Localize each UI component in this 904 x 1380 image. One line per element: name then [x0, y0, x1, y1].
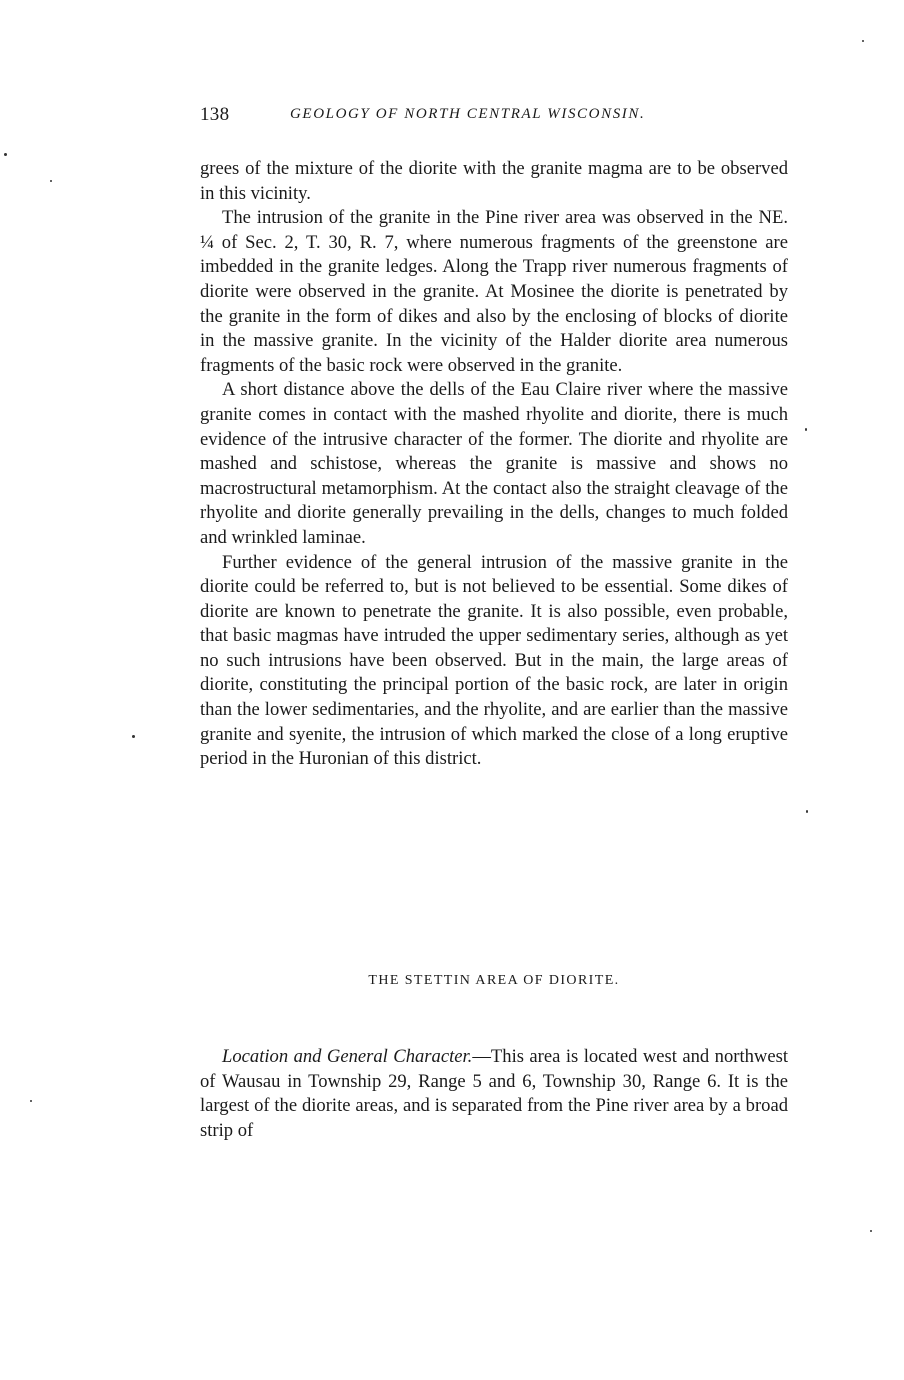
paragraph-location-text: —This area is located west and northwest of Wausau in Township 29, Range 5 and 6, Township 30, Range 6. It is the largest of the diorite areas, and is separated from the Pine river area by a broad strip of [200, 1046, 788, 1141]
scan-speck [862, 40, 864, 42]
paragraph-pine-river-intrusion: The intrusion of the granite in the Pine river area was observed in the NE. ¼ of Sec. 2, T. 30, R. 7, where numerous fragments of the greenstone are imbedded in the granite ledges. Along the Trapp river numerous fragments of diorite were observed in the granite. At Mosinee the diorite is penetrated by the granite in the form of dikes and also by the enclosing of blocks of diorite in the massive granite. In the vicinity of the Halder diorite area numerous fragments of the basic rock were observed in the granite. [200, 207, 788, 376]
body-text [200, 157, 788, 772]
section-heading: THE STETTIN AREA OF DIORITE. [368, 973, 620, 988]
section-text [200, 1045, 788, 1143]
scan-speck [870, 1230, 872, 1232]
paragraph-eau-claire-dells: A short distance above the dells of the Eau Claire river where the massive granite comes in contact with the mashed rhyolite and diorite, there is much evidence of the intrusive character of the former. The diorite and rhyolite are mashed and schistose, whereas the granite is massive and shows no macrostructural metamorphism. At the contact also the straight cleavage of the rhyolite and diorite generally prevailing in the dells, changes to much folded and wrinkled laminae. [200, 379, 788, 548]
paragraph-further-evidence: Further evidence of the general intrusion of the massive granite in the diorite could be referred to, but is not believed to be essential. Some dikes of diorite are known to penetrate the granite. It is also possible, even probable, that basic magmas have intruded the upper sedimentary series, although as yet no such intrusions have been observed. But in the main, the large areas of diorite, constituting the principal portion of the basic rock, are later in origin than the lower sedimentaries, and the rhyolite, and are earlier than the massive granite and syenite, the intrusion of which marked the close of a long eruptive period in the Huronian of this district. [200, 551, 788, 770]
paragraph-continued: grees of the mixture of the diorite with the granite magma are to be observed in this vicinity. [200, 158, 788, 204]
scan-speck [132, 735, 135, 738]
scan-speck [805, 428, 807, 431]
paragraph-lead-in: Location and General Character. [222, 1046, 473, 1067]
page-number: 138 [200, 104, 230, 125]
running-head [200, 104, 790, 132]
scan-speck [806, 810, 808, 813]
scan-speck [50, 180, 52, 182]
scan-speck [30, 1100, 32, 1102]
paragraph-location [200, 1045, 788, 1143]
scan-speck [4, 153, 7, 156]
running-title: GEOLOGY OF NORTH CENTRAL WISCONSIN. [290, 106, 646, 122]
